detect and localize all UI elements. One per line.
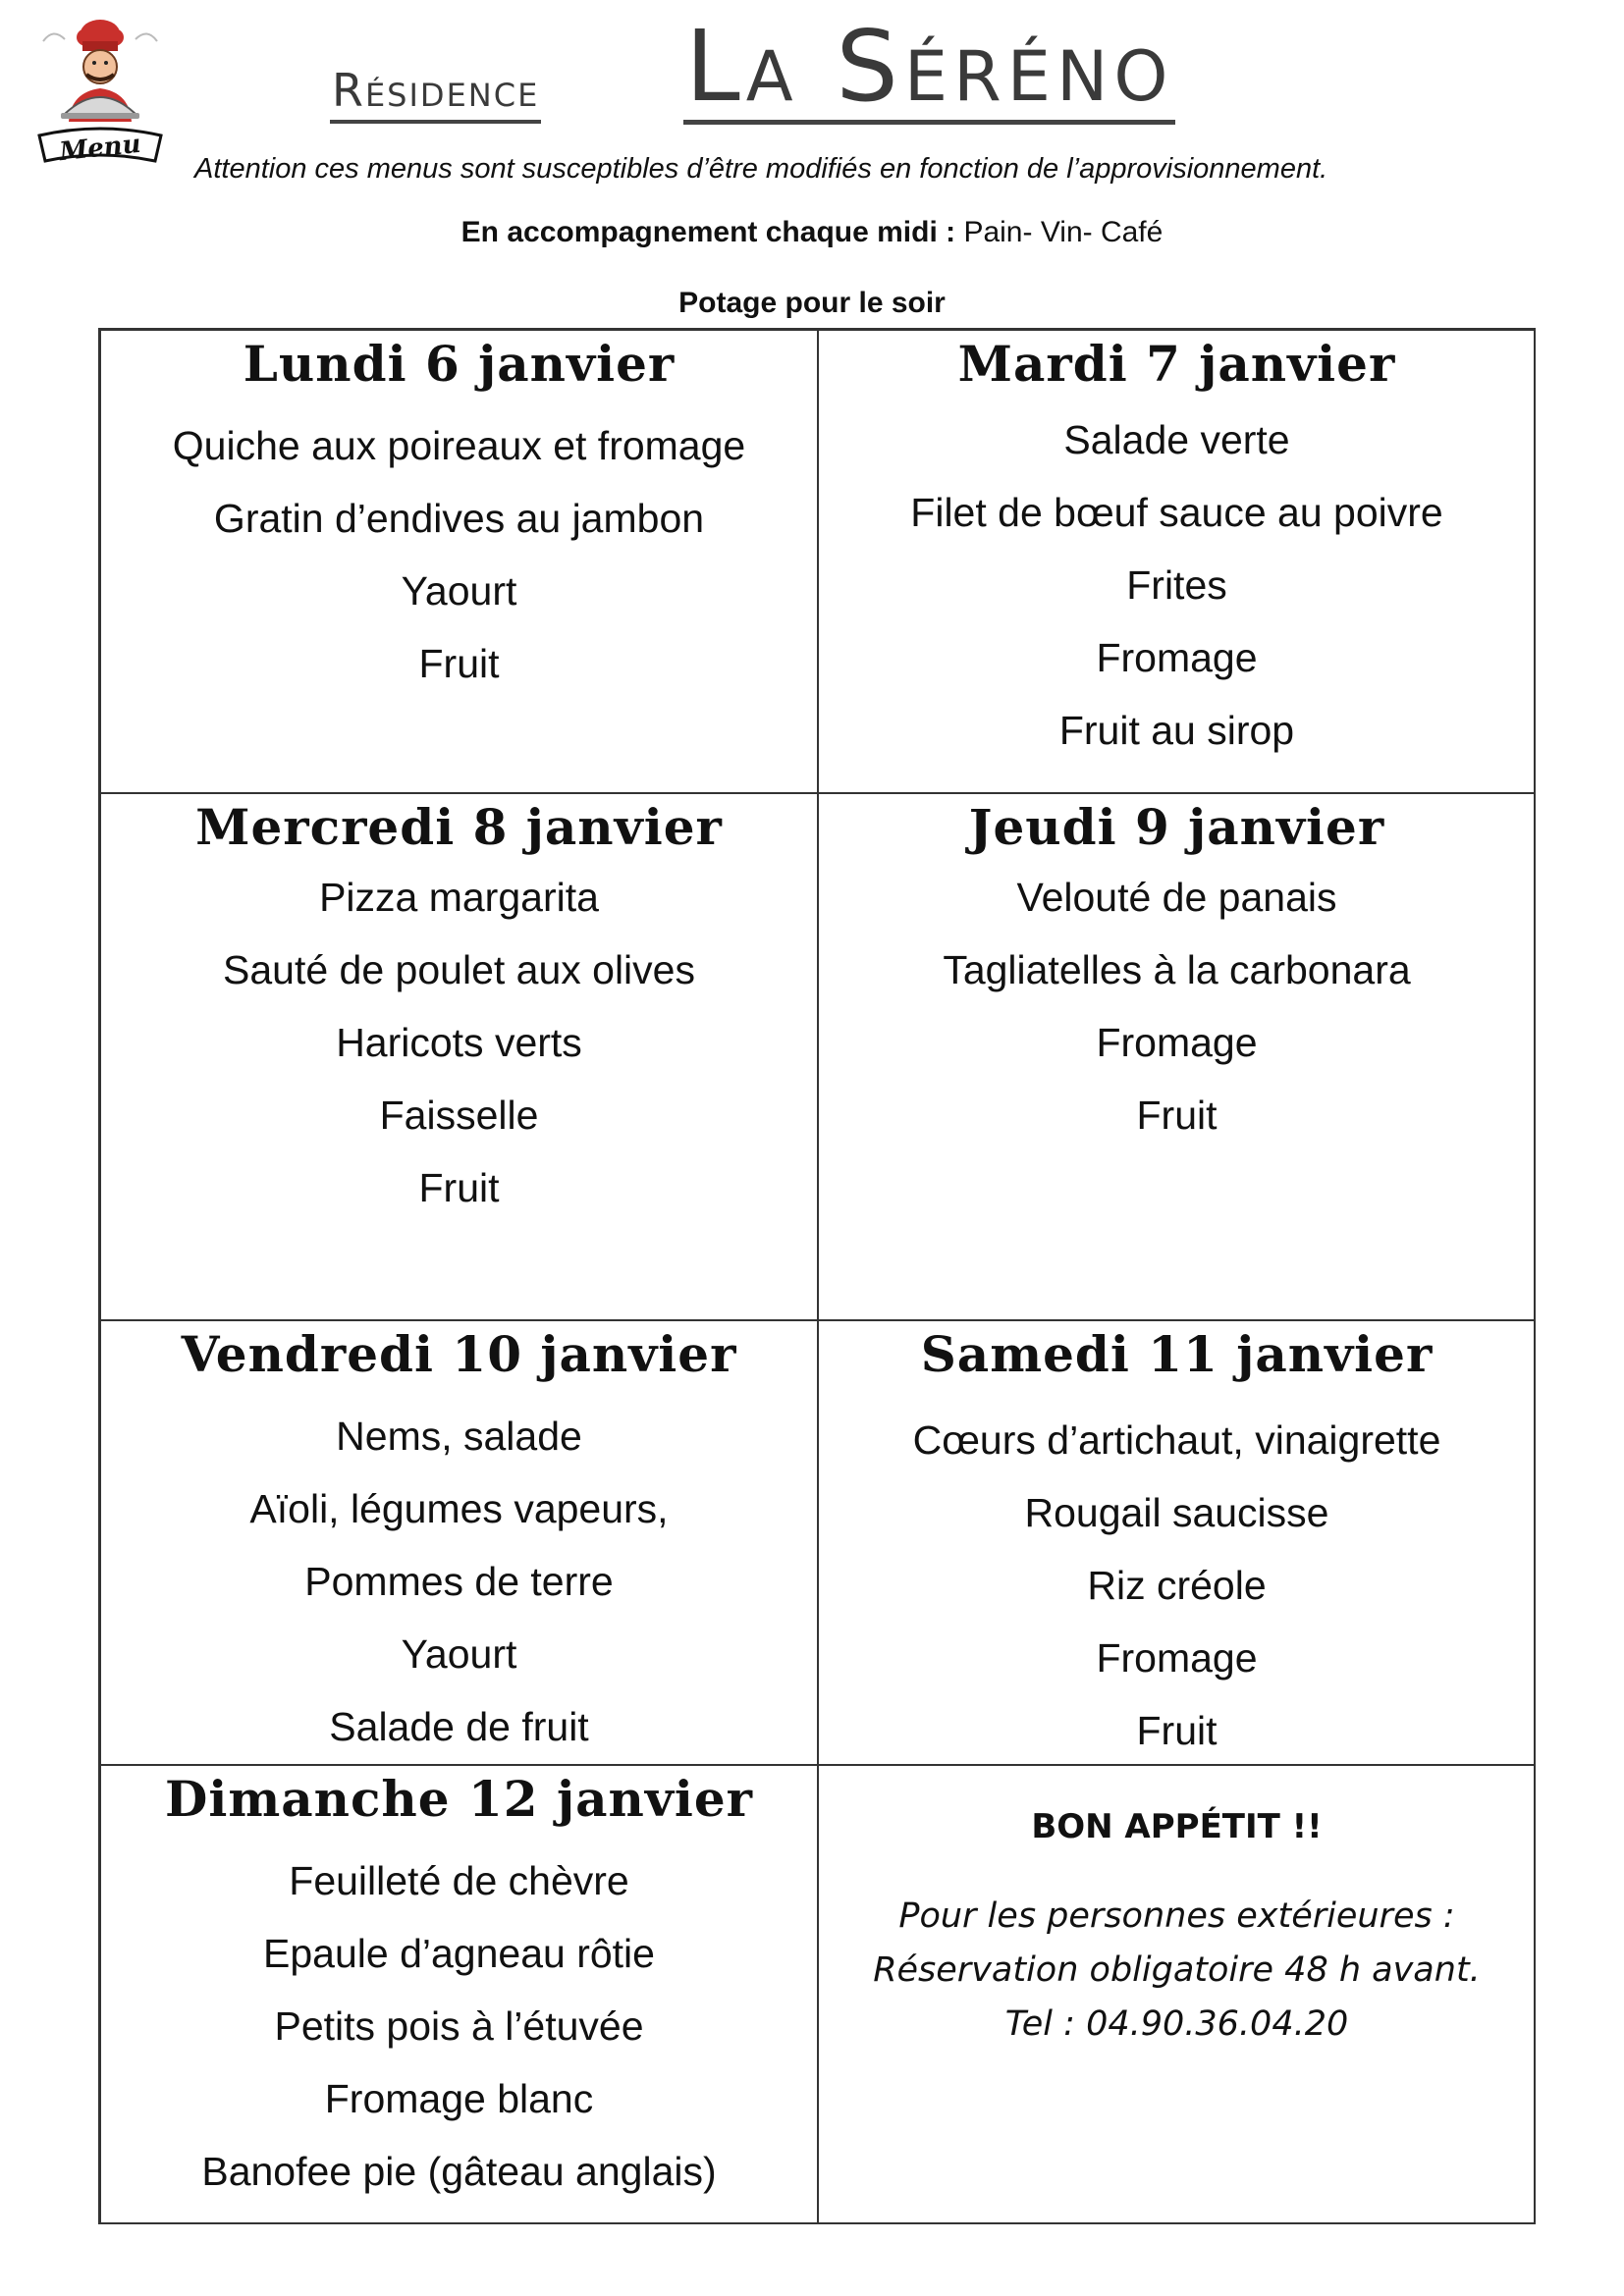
day-title: Jeudi 9 janvier (968, 798, 1385, 856)
dish-item: Faisselle (379, 1093, 539, 1138)
supply-notice: Attention ces menus sont susceptibles d’être modifiés en fonction de l’approvisionnement. (194, 153, 1328, 185)
dish-item: Velouté de panais (1016, 875, 1337, 920)
day-title: Dimanche 12 janvier (164, 1770, 754, 1828)
dish-item: Nems, salade (336, 1414, 582, 1459)
dish-item: Frites (1126, 562, 1227, 608)
external-guests-info (819, 1890, 1535, 2052)
day-cell-thursday (818, 793, 1536, 1320)
dish-list (101, 861, 817, 1224)
dish-list (101, 1400, 817, 1763)
day-cell-sunday (100, 1765, 818, 2224)
dish-item: Fruit (1136, 1093, 1218, 1138)
day-cell-tuesday (818, 330, 1536, 793)
day-title: Lundi 6 janvier (243, 335, 676, 393)
dish-item: Gratin d’endives au jambon (213, 496, 705, 541)
dish-item: Feuilleté de chèvre (289, 1858, 629, 1903)
external-guests-line: Pour les personnes extérieures : (898, 1896, 1455, 1936)
day-cell-saturday (818, 1320, 1536, 1765)
dish-list (819, 1404, 1535, 1767)
day-title: Mercredi 8 janvier (195, 798, 723, 856)
dish-item: Petits pois à l’étuvée (274, 2003, 644, 2049)
dish-item: Haricots verts (336, 1020, 582, 1065)
dish-item: Fruit (1136, 1708, 1218, 1753)
day-cell-friday (100, 1320, 818, 1765)
dish-item: Fromage blanc (324, 2076, 594, 2121)
dish-item: Tagliatelles à la carbonara (943, 947, 1411, 992)
dish-list (819, 861, 1535, 1151)
accompaniment-value: Pain- Vin- Café (955, 216, 1164, 248)
dish-item: Yaourt (401, 568, 517, 614)
day-title: Mardi 7 janvier (957, 335, 1396, 393)
dish-item: Fromage (1096, 635, 1258, 680)
day-cell-monday (100, 330, 818, 793)
evening-soup-note: Potage pour le soir (678, 287, 946, 319)
dish-item: Aïoli, légumes vapeurs, (249, 1486, 669, 1531)
day-title: Vendredi 10 janvier (181, 1325, 737, 1383)
dish-item: Fruit au sirop (1058, 708, 1295, 753)
dish-item: Cœurs d’artichaut, vinaigrette (912, 1417, 1441, 1463)
dish-item: Sauté de poulet aux olives (223, 947, 695, 992)
page-title (0, 9, 1624, 132)
dish-item: Fruit (418, 641, 500, 686)
logo-label: Menu (58, 129, 142, 168)
bon-appetit-text: BON APPÉTIT !! (1031, 1807, 1323, 1846)
dish-item: Banofee pie (gâteau anglais) (201, 2149, 717, 2194)
dish-list (101, 409, 817, 700)
dish-item: Salade verte (1063, 417, 1290, 462)
dish-item: Epaule d’agneau rôtie (263, 1931, 655, 1976)
title-name: La Séréno (685, 9, 1174, 124)
dish-item: Pommes de terre (304, 1559, 614, 1604)
dish-item: Quiche aux poireaux et fromage (172, 423, 746, 468)
dish-item: Fromage (1096, 1635, 1258, 1681)
dish-item: Fruit (418, 1165, 500, 1210)
info-cell (818, 1765, 1536, 2224)
accompaniment-label: En accompagnement chaque midi : (460, 216, 956, 248)
dish-item: Rougail saucisse (1024, 1490, 1329, 1535)
day-title: Samedi 11 janvier (920, 1325, 1434, 1383)
dish-item: Riz créole (1087, 1563, 1267, 1608)
title-residence: Résidence (330, 61, 541, 124)
phone-line: Tel : 04.90.36.04.20 (1004, 2004, 1349, 2044)
weekly-menu-grid (98, 328, 1536, 2224)
day-cell-wednesday (100, 793, 818, 1320)
dish-item: Filet de bœuf sauce au poivre (910, 490, 1443, 535)
dish-list (819, 403, 1535, 767)
dish-item: Pizza margarita (319, 875, 599, 920)
dish-item: Salade de fruit (329, 1704, 589, 1749)
dish-list (101, 1844, 817, 2208)
dish-item: Fromage (1096, 1020, 1258, 1065)
reservation-line: Réservation obligatoire 48 h avant. (873, 1950, 1481, 1990)
accompaniment-line (0, 216, 1624, 249)
dish-item: Yaourt (401, 1631, 517, 1677)
